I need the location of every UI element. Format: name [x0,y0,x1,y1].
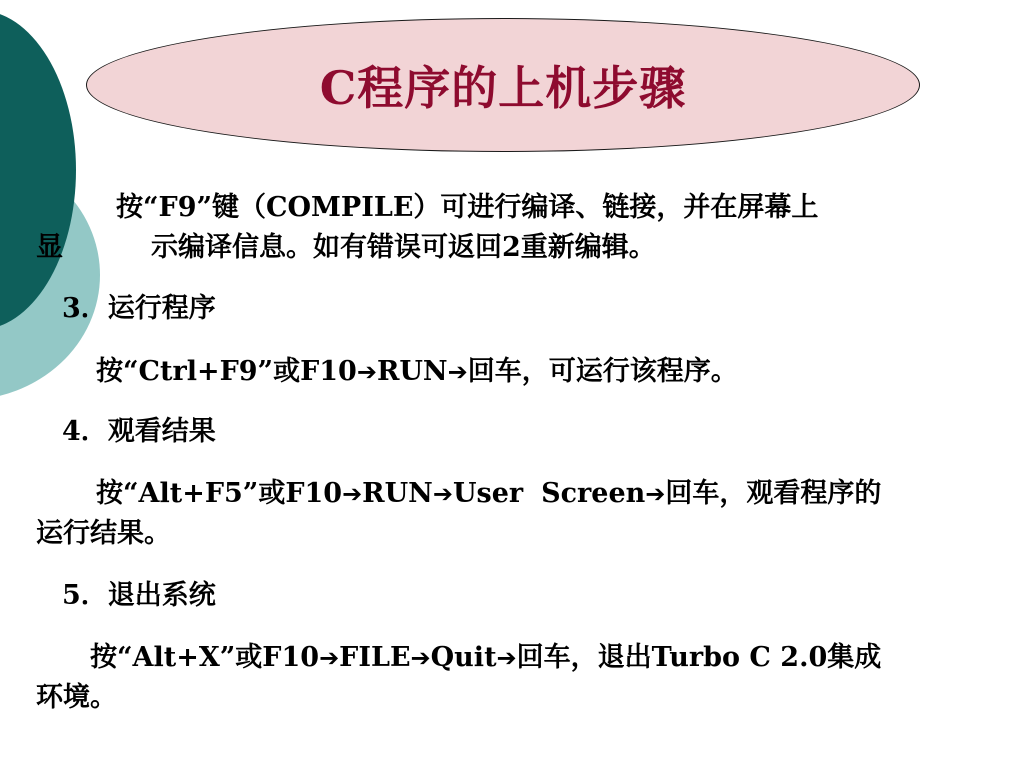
arrow-right-icon: ➔ [447,358,468,386]
arrow-right-icon: ➔ [645,480,666,508]
step-3-heading: 3．运行程序 [62,293,216,324]
arrow-right-icon: ➔ [410,644,431,672]
screen-text: Screen [541,478,646,509]
arrow-right-icon: ➔ [356,358,377,386]
arrow-right-icon: ➔ [319,644,340,672]
quit-text: Quit [430,642,497,673]
page-title: C程序的上机步骤 [319,61,687,115]
view-instruction-tail: 回车，观看程序的 [665,478,882,509]
arrow-right-icon: ➔ [496,644,517,672]
title-oval [86,18,920,152]
view-instruction-line-1 [96,476,881,512]
compile-text-rest: 示编译信息。如有错误可返回2重新编辑。 [151,232,656,263]
exit-instruction-line-2: 环境。 [36,682,117,713]
arrow-right-icon: ➔ [432,480,453,508]
view-instruction-text: 按“Alt+F5”或F10 [96,478,343,509]
compile-text-part: 按“F9”键（COMPILE）可进行编译、链接，并在屏幕上 [116,192,819,223]
file-menu-text: FILE [339,642,411,673]
step-4-heading: 4．观看结果 [62,416,216,447]
view-instruction-line-2: 运行结果。 [36,518,171,549]
run-menu-text: RUN [362,478,433,509]
arrow-right-icon: ➔ [342,480,363,508]
exit-instruction-text: 按“Alt+X”或F10 [90,642,320,673]
compile-text-line-2 [36,230,656,266]
exit-instruction-tail: 回车，退出Turbo C 2.0集成 [516,642,882,673]
run-instruction [96,354,738,390]
user-text: User [452,478,524,509]
exit-instruction-line-1 [90,640,881,676]
step-5-heading: 5．退出系统 [62,580,216,611]
run-instruction-tail: 回车，可运行该程序。 [467,356,738,387]
run-instruction-text: 按“Ctrl+F9”或F10 [96,356,357,387]
compile-text-head: 显 [36,232,63,263]
compile-text-line-1 [116,190,818,226]
run-menu-text: RUN [376,356,448,387]
